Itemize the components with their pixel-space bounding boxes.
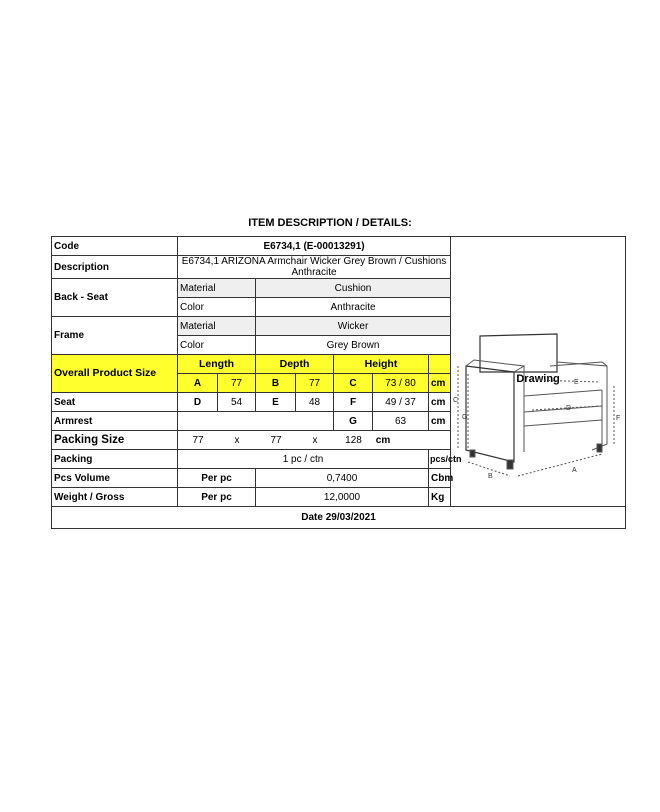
packing-x2: x [312, 434, 318, 446]
dim-b-value: 77 [296, 374, 334, 393]
drawing-label-c: C [453, 397, 459, 404]
weight-per: Per pc [178, 488, 256, 507]
dim-c-label: C [334, 374, 373, 393]
description-value: E6734,1 ARIZONA Armchair Wicker Grey Brown / Cushions Anthracite [178, 256, 451, 279]
drawing-label-g: G [462, 414, 468, 421]
overall-unit: cm [429, 374, 451, 393]
pcs-volume-unit: Cbm [429, 469, 451, 488]
back-seat-color: Anthracite [256, 298, 451, 317]
weight-unit: Kg [429, 488, 451, 507]
packing-value: 1 pc / ctn [178, 450, 429, 469]
dim-a-value: 77 [218, 374, 256, 393]
height-header: Height [334, 355, 429, 374]
dim-d-label: D [178, 393, 218, 412]
pcs-volume-label: Pcs Volume [52, 469, 178, 488]
dim-b-label: B [256, 374, 296, 393]
seat-unit: cm [429, 393, 451, 412]
dim-c-value: 73 / 80 [373, 374, 429, 393]
back-seat-material: Cushion [256, 279, 451, 298]
dim-g-label: G [334, 412, 373, 431]
pcs-volume-value: 0,7400 [256, 469, 429, 488]
packing-size-label: Packing Size [52, 431, 178, 450]
date-footer: Date 29/03/2021 [52, 507, 626, 529]
packing-x1: x [234, 434, 240, 446]
dim-g-value: 63 [373, 412, 429, 431]
back-seat-color-label: Color [178, 298, 256, 317]
header-filler [429, 355, 451, 374]
code-value: E6734,1 (E-00013291) [178, 237, 451, 256]
armrest-unit: cm [429, 412, 451, 431]
length-header: Length [178, 355, 256, 374]
back-seat-label: Back - Seat [52, 279, 178, 317]
dim-e-value: 48 [296, 393, 334, 412]
packing-width: 77 [270, 434, 282, 446]
frame-color-label: Color [178, 336, 256, 355]
weight-label: Weight / Gross [52, 488, 178, 507]
armrest-empty [178, 412, 334, 431]
armrest-label: Armrest [52, 412, 178, 431]
packing-size-values [178, 431, 451, 450]
weight-value: 12,0000 [256, 488, 429, 507]
packing-label: Packing [52, 450, 178, 469]
page-title: ITEM DESCRIPTION / DETAILS: [248, 217, 412, 229]
frame-material-label: Material [178, 317, 256, 336]
drawing-label-d: D [566, 405, 572, 412]
frame-material: Wicker [256, 317, 451, 336]
depth-header: Depth [256, 355, 334, 374]
frame-color: Grey Brown [256, 336, 451, 355]
packing-height: 128 [345, 434, 362, 446]
drawing-label-b: B [488, 473, 493, 480]
dim-a-label: A [178, 374, 218, 393]
armchair-drawing [452, 326, 622, 486]
drawing-title: Drawing [516, 372, 560, 385]
drawing-label-e: E [574, 379, 579, 386]
drawing-label-f: F [616, 415, 621, 422]
frame-label: Frame [52, 317, 178, 355]
dim-e-label: E [256, 393, 296, 412]
pcs-volume-per: Per pc [178, 469, 256, 488]
seat-label: Seat [52, 393, 178, 412]
drawing-label-a: A [572, 467, 577, 474]
packing-length: 77 [192, 434, 204, 446]
overall-size-label: Overall Product Size [52, 355, 178, 393]
code-label: Code [52, 237, 178, 256]
packing-size-unit: cm [375, 434, 391, 446]
dim-f-value: 49 / 37 [373, 393, 429, 412]
description-label: Description [52, 256, 178, 279]
packing-unit: pcs/ctn [429, 450, 451, 469]
back-seat-material-label: Material [178, 279, 256, 298]
dim-d-value: 54 [218, 393, 256, 412]
dim-f-label: F [334, 393, 373, 412]
